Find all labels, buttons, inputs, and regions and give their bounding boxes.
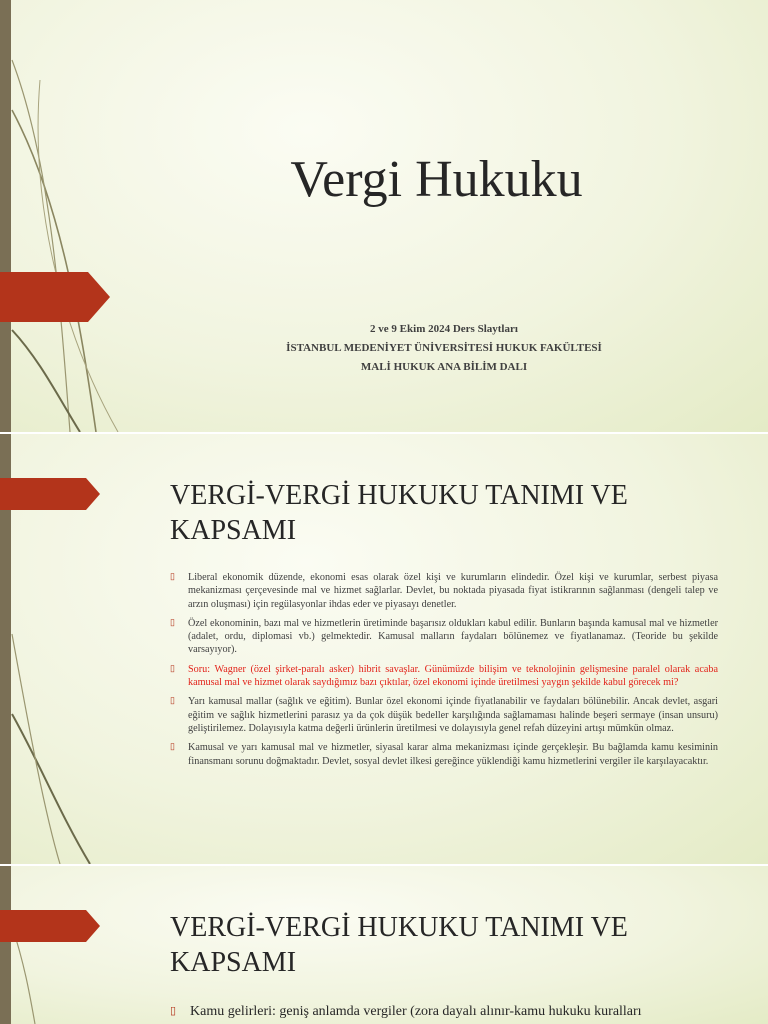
bullet-text: Kamu gelirleri: geniş anlamda vergiler (zora dayalı alınır-kamu hukuku kuralları (190, 1004, 642, 1019)
subtitle-block (120, 320, 768, 377)
bullet-text: Yarı kamusal mallar (sağlık ve eğitim). Bunlar özel ekonomi içinde fiyatlanabilir ve faydaları bölünebilir. Ancak devlet, asgari eğitim ve sağlık hizmetlerini parasız ya da çok düşük bedeller karşılığında sağlamaması halinde beşeri sermaye (insan unsuru) geliştirilemez. Dolayısıyla katma değerli ürünlerin üretilmesi ve dolayısıyla genel refah düzeyini artışı mümkün olmaz. (188, 696, 718, 734)
subtitle-date: 2 ve 9 Ekim 2024 Ders Slaytları (370, 323, 518, 335)
list-item (170, 663, 718, 690)
subtitle-university: İSTANBUL MEDENİYET ÜNİVERSİTESİ HUKUK FAKÜLTESİ (286, 342, 602, 354)
decorative-curves (0, 866, 80, 1024)
subtitle-department: MALİ HUKUK ANA BİLİM DALI (360, 361, 528, 373)
bullet-icon: ▯ (170, 741, 175, 752)
bullet-icon: ▯ (170, 662, 175, 673)
heading-line-2: KAPSAMI (170, 947, 297, 978)
bullet-icon: ▯ (170, 616, 175, 627)
content-slide-1[interactable] (0, 434, 768, 864)
heading-line-2: KAPSAMI (170, 515, 297, 546)
bullet-text: Soru: Wagner (özel şirket-paralı asker) hibrit savaşlar. Günümüzde bilişim ve teknolojinin gelişmesine paralel olarak acaba kamusal mal ve hizmet olarak saydığımız bazı çıktılar, özel ekonomi içinde üretilmesi yaygın şekilde kabul görecek mi? (188, 663, 718, 689)
bullet-icon: ▯ (170, 1005, 177, 1017)
bullet-icon: ▯ (170, 695, 175, 706)
slide-heading (170, 478, 688, 548)
list-item (170, 741, 718, 768)
bullet-text: Özel ekonominin, bazı mal ve hizmetlerin üretiminde başarısız oldukları kabul edilir. Bunların başında kamusal mal ve hizmetler (adalet, ordu, diplomasi vb.) gelmektedir. Kamusal malların faydaları bölünemez ve fiyatlanamaz. (Teoride bu şekilde varsayıyor). (188, 617, 718, 656)
bullet-text: Liberal ekonomik düzende, ekonomi esas olarak özel kişi ve kurumların elindedir. Özel kişi ve kurumlar, serbest piyasa mekanizması çerçevesinde mal ve hizmet sağlarlar. Devlet, bu noktada piyasada fiyat istikrarının sağlanması (dengeli talep ve arzın oluşması) için regülasyonlar ihdas eder ve piyasayı denetler. (188, 572, 718, 610)
list-item (170, 695, 718, 735)
list-item (170, 571, 718, 611)
accent-arrow (0, 272, 110, 322)
bullet-list (170, 571, 718, 774)
heading-line-1: VERGİ-VERGİ HUKUKU TANIMI VE (170, 912, 628, 943)
title-slide[interactable] (0, 0, 768, 432)
accent-arrow (0, 478, 100, 510)
bullet-icon: ▯ (170, 571, 175, 581)
accent-arrow (0, 910, 100, 942)
content-slide-2[interactable] (0, 866, 768, 1024)
list-item (170, 617, 718, 657)
slide-heading (170, 910, 688, 980)
bullet-text: Kamusal ve yarı kamusal mal ve hizmetler, siyasal karar alma mekanizması içinde gerçekleşir. Bu bağlamda kamu kesiminin finansmanı sorunu doğmaktadır. Devlet, sosyal devlet ilkesi gereğince yüklendiği kamu hizmetlerini vergiler ile karşılayacaktır. (188, 742, 718, 767)
heading-line-1: VERGİ-VERGİ HUKUKU TANIMI VE (170, 480, 628, 511)
presentation-title: Vergi Hukuku (290, 151, 583, 208)
decorative-curves (0, 0, 140, 432)
list-item (170, 1004, 718, 1020)
